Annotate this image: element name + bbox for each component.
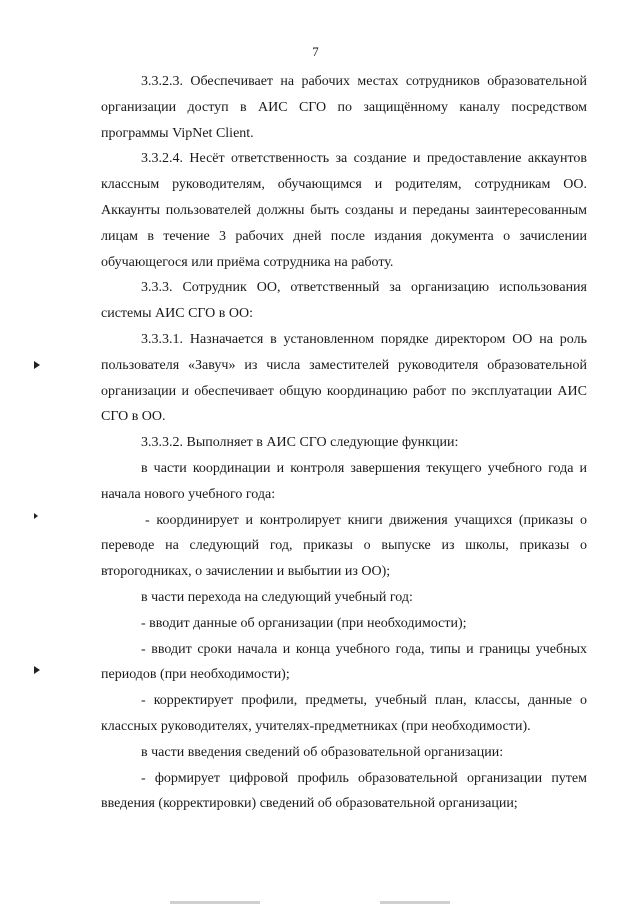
margin-mark — [34, 361, 40, 369]
paragraph-3-3-3: 3.3.3. Сотрудник ОО, ответственный за организацию использования системы АИС СГО в ОО: — [101, 280, 587, 322]
page-number: 7 — [312, 44, 319, 59]
paragraph-transition-item-3: - корректирует профили, предметы, учебный план, классы, данные о классных руководителях, учителях-предметниках (при необходимости). — [101, 693, 587, 734]
paragraph-coordination-heading: в части координации и контроля завершения текущего учебного года и начала нового учебного года: — [101, 460, 587, 502]
paragraph-3-3-3-2: 3.3.3.2. Выполняет в АИС СГО следующие функции: — [141, 435, 459, 451]
paragraph-transition-item-2: - вводит сроки начала и конца учебного года, типы и границы учебных периодов (при необходимости); — [101, 641, 587, 683]
margin-mark — [34, 513, 38, 519]
paragraph-info-heading: в части введения сведений об образовательной организации: — [141, 744, 504, 760]
paragraph-3-3-2-3: 3.3.2.3. Обеспечивает на рабочих местах сотрудников образовательной организации доступ в АИС СГО по защищённому каналу посредством программы VipNet Client. — [101, 74, 587, 141]
document-body — [101, 69, 587, 817]
paragraph-coordination-item: - координирует и контролирует книги движения учащихся (приказы о переводе на следующий год, приказы о выпуске из школы, приказы о второгодниках, о зачислении и выбытии из ОО); — [101, 512, 587, 580]
paragraph-transition-item-1: - вводит данные об организации (при необходимости); — [141, 615, 467, 631]
paragraph-transition-heading: в части перехода на следующий учебный год: — [141, 589, 413, 605]
paragraph-3-3-2-4: 3.3.2.4. Несёт ответственность за создание и предоставление аккаунтов классным руководителям, обучающимся и родителям, сотрудникам ОО. Аккаунты пользователей должны быть созданы и переданы заинтересованным лицам в течение 3 рабочих дней после издания документа о зачислении обучающегося или приёма сотрудника на работу. — [101, 151, 587, 270]
paragraph-info-item: - формирует цифровой профиль образовательной организации путем введения (корректировки) сведений об образовательной организации; — [101, 770, 587, 812]
paragraph-3-3-3-1: 3.3.3.1. Назначается в установленном порядке директором ОО на роль пользователя «Завуч» из числа заместителей руководителя образовательной организации и обеспечивает общую координацию работ по эксплуатации АИС СГО в ОО. — [101, 331, 587, 425]
margin-mark — [34, 666, 40, 674]
